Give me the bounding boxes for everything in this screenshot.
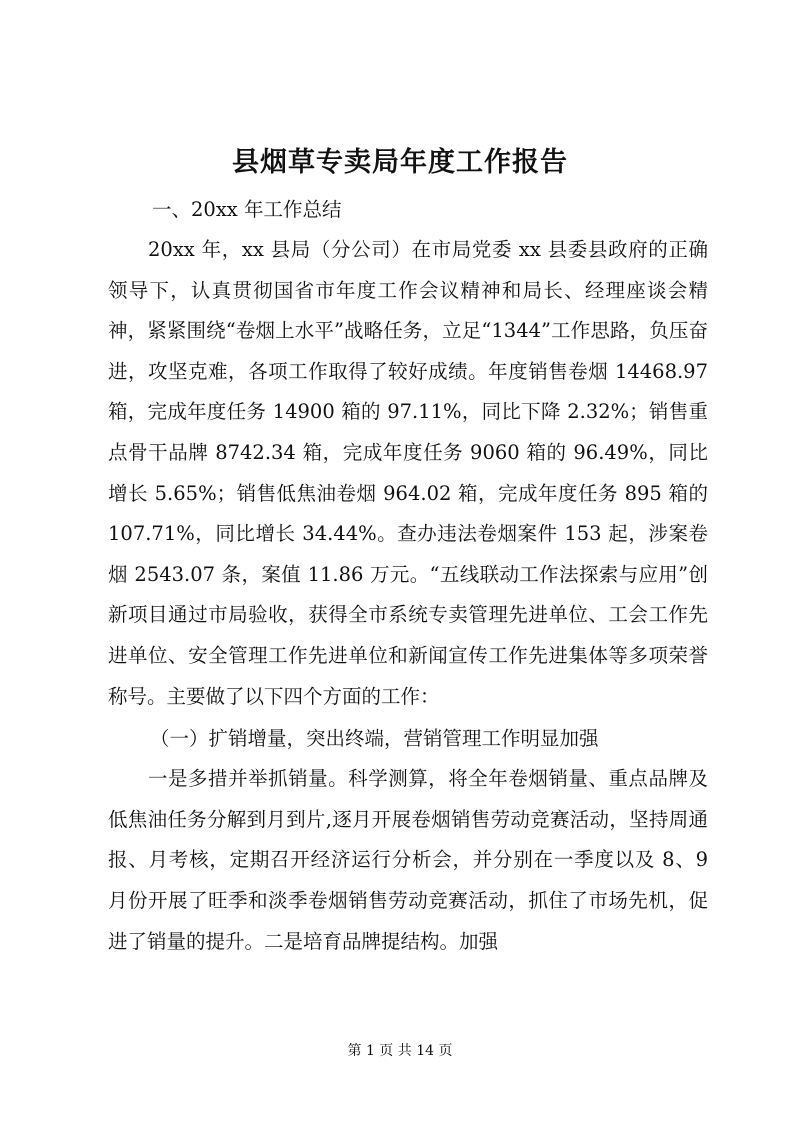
subsection-heading: （一）扩销增量，突出终端，营销管理工作明显加强 [150, 727, 599, 751]
document-title: 县烟草专卖局年度工作报告 [232, 147, 568, 178]
document-body [108, 190, 708, 962]
page-footer: 第 1 页 共 14 页 [347, 1043, 453, 1059]
section-heading: 一、20xx 年工作总结 [152, 198, 342, 221]
paragraph-sales: 一是多措并举抓销量。科学测算，将全年卷烟销量、重点品牌及低焦油任务分解到月到片,逐月开展卷烟销售劳动竞赛活动，坚持周通报、月考核，定期召开经济运行分析会，并分别在一季度以及 8、9 月份开展了旺季和淡季卷烟销售劳动竞赛活动，抓住了市场先机，促进了销量的提升。二是培育品牌提结构。加强 [108, 767, 708, 953]
paragraph-summary: 20xx 年，xx 县局（分公司）在市局党委 xx 县委县政府的正确领导下，认真贯彻国省市年度工作会议精神和局长、经理座谈会精神，紧紧围绕“卷烟上水平”战略任务，立足“1344”工作思路，负压奋进，攻坚克难，各项工作取得了较好成绩。年度销售卷烟 14468.97 箱，完成年度任务 14900 箱的 97.11%，同比下降 2.32%；销售重点骨干品牌 8742.34 箱，完成年度任务 9060 箱的 96.49%，同比增长 5.65%；销售低焦油卷烟 964.02 箱，完成年度任务 895 箱的 107.71%，同比增长 34.44%。查办违法卷烟案件 153 起，涉案卷烟 2543.07 条，案值 11.86 万元。“五线联动工作法探索与应用”创新项目通过市局验收，获得全市系统专卖管理先进单位、工会工作先进单位、安全管理工作先进单位和新闻宣传工作先进集体等多项荣誉称号。主要做了以下四个方面的工作： [108, 238, 708, 708]
